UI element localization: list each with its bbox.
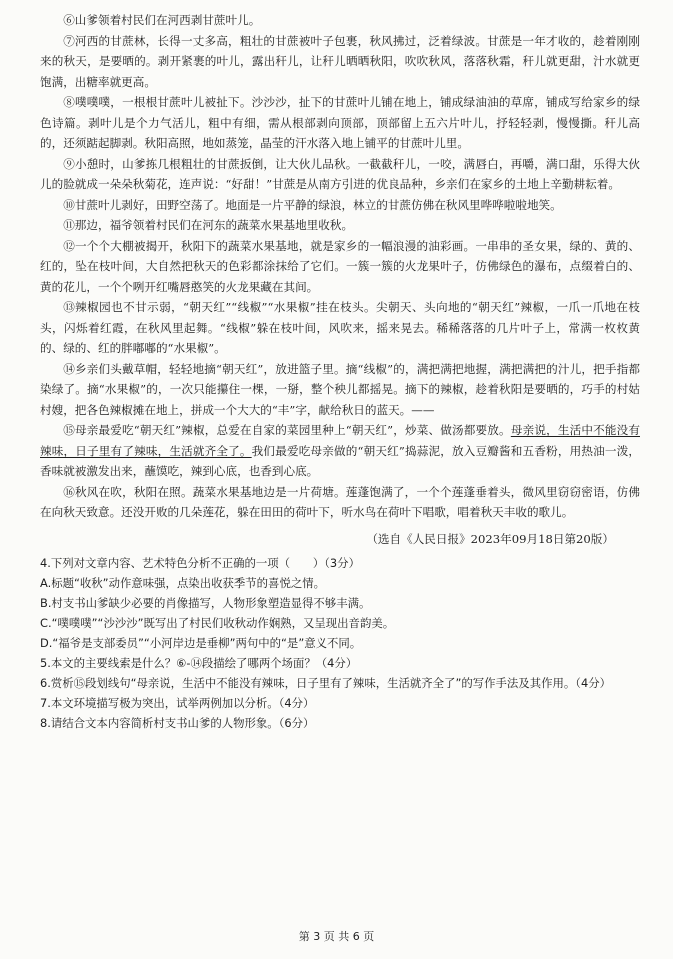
question-6: 6.赏析⑮段划线句“母亲说，生活中不能没有辣味，日子里有了辣味，生活就齐全了”的写作手法及其作用。（4分）: [40, 676, 611, 690]
paragraph-15: [40, 420, 640, 482]
article-content: [40, 10, 640, 733]
paragraph-8: ⑧噗噗噗，一根根甘蔗叶儿被扯下。沙沙沙，扯下的甘蔗叶儿铺在地上，铺成绿油油的草席，铺成写给家乡的绿色诗篇。剥叶儿是个力气活儿，粗中有细，需从根部剥向顶部，顶部留上五六片叶儿，抒轻轻剥，慢慢撕。秆儿高的，还须踮起脚剥。秋阳高照，地如蒸笼，晶莹的汗水落入地上铺平的甘蔗叶儿里。: [40, 95, 640, 150]
page-number-footer: 第 3 页 共 6 页: [298, 930, 375, 943]
paragraph-12: ⑫一个个大棚被揭开，秋阳下的蔬菜水果基地，就是家乡的一幅浪漫的油彩画。一串串的圣女果，绿的、黄的、红的，坠在枝叶间，大自然把秋天的色彩都涂抹给了它们。一簇一簇的火龙果叶子，仿佛绿色的瀑布，点缀着白的、黄的花儿，一个个咧开红嘴唇憨笑的火龙果藏在其间。: [40, 238, 640, 294]
paragraph-10: ⑩甘蔗叶儿剥好，田野空荡了。地面是一片平静的绿浪，林立的甘蔗仿佛在秋风里哗哗啦啦地笑。: [63, 197, 562, 212]
question-4-option-b: B.村支书山爹缺少必要的肖像描写，人物形象塑造显得不够丰满。: [40, 596, 371, 610]
paragraph-16: ⑯秋风在吹，秋阳在照。蔬菜水果基地边是一片荷塘。莲蓬饱满了，一个个莲蓬垂着头，微风里窃窃密语，仿佛在向秋天致意。还没开败的几朵莲花，躲在田田的荷叶下，听水鸟在荷叶下唱歌，唱着秋天丰收的歌儿。: [40, 484, 640, 519]
question-4-option-c: C.“噗噗噗”“沙沙沙”既写出了村民们收秋动作娴熟，又呈现出音韵美。: [40, 616, 395, 630]
paragraph-14: ⑭乡亲们头戴草帽，轻轻地摘“朝天红”，放进篮子里。摘“线椒”的，满把满把地握，满把满把的汁儿，把手指都染绿了。摘“水果椒”的，一次只能攥住一棵，一掰，整个秧儿都摇晃。摘下的辣椒，趁着秋阳是要晒的，巧手的村姑村嫂，把各色辣椒摊在地上，拼成一个大大的“丰”字，献给秋日的蓝天。——: [40, 361, 640, 417]
paragraph-15-end: 我们最爱吃母亲做的“朝天红”捣蒜泥，放入豆瓣酱和五香粉，用热油一泼，香味就被激发出来，蘸馍吃，辣到心底，也香到心底。: [40, 443, 640, 478]
paragraph-15-start: ⑮母亲最爱吃“朝天红”辣椒，总爱在自家的菜园里种上“朝天红”，炒菜、做汤都要放。: [63, 423, 511, 437]
underlined-sentence: 母亲说，生活中不能没有辣味，日子里有了辣味，生活就齐全了。: [40, 423, 640, 458]
paragraph-6: ⑥山爹领着村民们在河西剥甘蔗叶儿。: [63, 13, 261, 27]
question-5: 5.本文的主要线索是什么？⑥-⑭段描绘了哪两个场面？（4分）: [40, 656, 358, 670]
paragraph-13: ⑬辣椒园也不甘示弱，“朝天红”“线椒”“水果椒”挂在枝头。尖朝天、头向地的“朝天红”辣椒，一爪一爪地在枝头，闪烁着红霞，在秋风里起舞。“线椒”躲在枝叶间，风吹来，摇来晃去。稀稀落落的几片叶子上，常满一枚枚黄的、绿的、红的胖嘟嘟的“水果椒”。: [40, 300, 640, 355]
source-citation: （选自《人民日报》2023年09月18日第20版）: [366, 531, 614, 546]
paragraph-11: ⑪那边，福爷领着村民们在河东的蔬菜水果基地里收秋。: [63, 218, 354, 232]
question-4-option-a: A.标题“收秋”动作意味强，点染出收获季节的喜悦之情。: [40, 576, 326, 590]
question-4: 4.下列对文章内容、艺术特色分析不正确的一项（ ）（3分）: [40, 556, 360, 570]
paragraph-7: ⑦河西的甘蔗林，长得一丈多高，粗壮的甘蔗被叶子包裹，秋风拂过，泛着绿波。甘蔗是一年才收的，趁着刚刚来的秋天，是要晒的。剥开紧裹的叶儿，露出秆儿，让秆儿晒晒秋阳，吹吹秋风，落落秋霜，秆儿就更甜，汁水就更饱满，出糖率就更高。: [40, 33, 640, 89]
questions-section: [40, 553, 640, 733]
question-7: 7.本文环境描写极为突出，试举两例加以分析。（4分）: [40, 696, 315, 710]
question-4-option-d: D.“福爷是支部委员”“小河岸边是垂柳”两句中的“是”意义不同。: [40, 636, 362, 650]
question-8: 8.请结合文本内容简析村支书山爹的人物形象。（6分）: [40, 716, 315, 730]
paragraph-9: ⑨小憩时，山爹拣几根粗壮的甘蔗扳倒，让大伙儿品秋。一截截秆儿，一咬，满唇白，再嚼，满口甜，乐得大伙儿的脸就成一朵朵秋菊花，连声说：“好甜！”甘蔗是从南方引进的优良品种，乡亲们在家乡的土地上辛勤耕耘着。: [40, 156, 640, 191]
